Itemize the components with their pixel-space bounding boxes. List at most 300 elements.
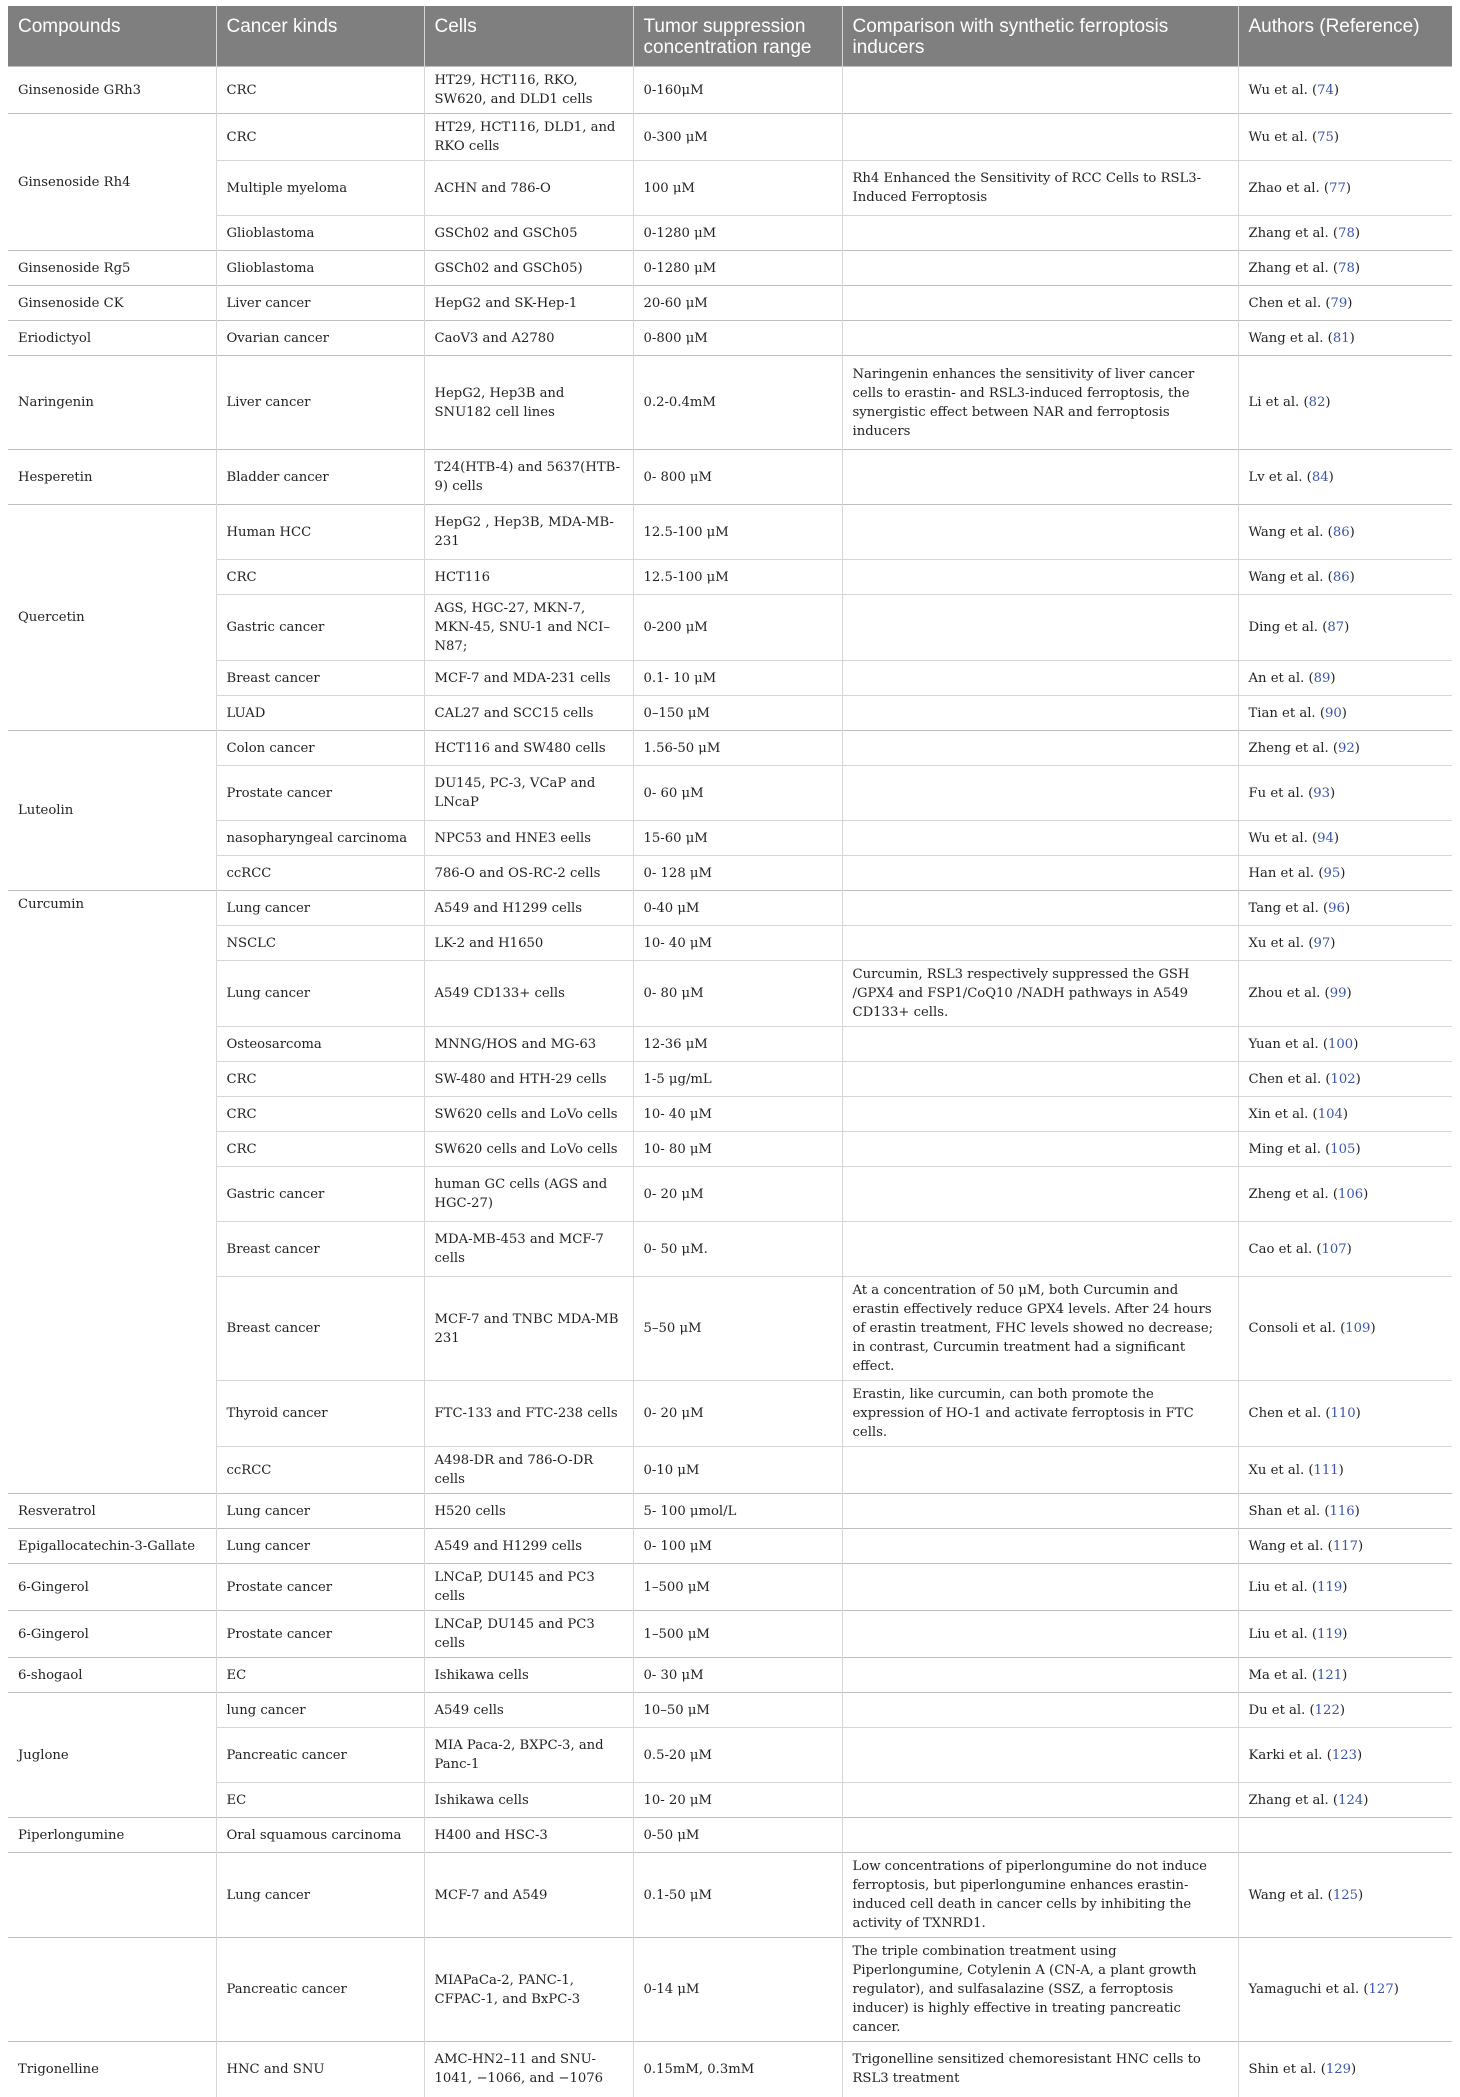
author-name: Zheng et al.	[1248, 740, 1329, 756]
cells-cell: MIAPaCa-2, PANC-1, CFPAC-1, and BxPC-3	[424, 1938, 633, 2042]
cancer-kind-cell: Breast cancer	[216, 1277, 424, 1381]
author-cell: Ding et al. (87)	[1238, 595, 1452, 661]
author-cell: Yamaguchi et al. (127)	[1238, 1938, 1452, 2042]
author-cell: Li et al. (82)	[1238, 356, 1452, 450]
comparison-cell	[842, 114, 1238, 161]
comparison-cell	[842, 67, 1238, 114]
ferroptosis-compound-table	[8, 6, 1452, 2097]
compound-cell: Juglone	[8, 1693, 216, 1818]
cancer-kind-cell: nasopharyngeal carcinoma	[216, 821, 424, 856]
concentration-cell: 12.5-100 μM	[633, 505, 842, 560]
reference-number: 81	[1332, 330, 1350, 346]
cancer-kind-cell: Gastric cancer	[216, 1167, 424, 1222]
reference-number: 87	[1327, 620, 1345, 635]
concentration-cell: 10- 40 μM	[633, 926, 842, 961]
concentration-cell: 0- 30 μM	[633, 1658, 842, 1693]
concentration-cell: 0- 60 μM	[633, 766, 842, 821]
author-cell: Lv et al. (84)	[1238, 450, 1452, 505]
author-cell: Han et al. (95)	[1238, 856, 1452, 891]
author-cell: Tian et al. (90)	[1238, 696, 1452, 731]
cells-cell: MIA Paca-2, BXPC-3, and Panc-1	[424, 1728, 633, 1783]
author-cell: Zhang et al. (78)	[1238, 216, 1452, 251]
comparison-cell	[842, 1693, 1238, 1728]
comparison-cell	[842, 1783, 1238, 1818]
table-row	[8, 67, 1452, 114]
concentration-cell: 15-60 μM	[633, 821, 842, 856]
author-name: Li et al.	[1248, 395, 1300, 410]
reference-number: 121	[1316, 1667, 1343, 1683]
concentration-cell: 10- 20 μM	[633, 1783, 842, 1818]
concentration-cell: 10–50 μM	[633, 1693, 842, 1728]
cancer-kind-cell: CRC	[216, 67, 424, 114]
table-row	[8, 856, 1452, 891]
reference-number: 107	[1321, 1241, 1347, 1257]
author-name: Ding et al.	[1248, 620, 1318, 635]
table-row	[8, 321, 1452, 356]
table-row	[8, 1529, 1452, 1564]
author-name: Tian et al.	[1248, 705, 1316, 721]
table-row	[8, 1494, 1452, 1529]
reference-number: 84	[1311, 469, 1329, 485]
author-name: Fu et al.	[1248, 785, 1304, 801]
concentration-cell: 0- 128 μM	[633, 856, 842, 891]
cells-cell: HepG2 and SK-Hep-1	[424, 286, 633, 321]
reference-number: 117	[1332, 1538, 1358, 1554]
reference-number: 104	[1317, 1106, 1343, 1122]
header-cancer-kinds: Cancer kinds	[216, 6, 424, 67]
concentration-cell: 0.5-20 μM	[633, 1728, 842, 1783]
cancer-kind-cell: CRC	[216, 1132, 424, 1167]
author-name: Wu et al.	[1248, 830, 1308, 846]
author-name: Wang et al.	[1248, 569, 1324, 585]
reference-number: 97	[1313, 935, 1331, 951]
concentration-cell: 0-1280 μM	[633, 251, 842, 286]
author-cell: Wang et al. (117)	[1238, 1529, 1452, 1564]
author-cell: Chen et al. (79)	[1238, 286, 1452, 321]
cancer-kind-cell: Oral squamous carcinoma	[216, 1818, 424, 1853]
reference-number: 92	[1338, 740, 1355, 756]
concentration-cell: 1–500 μM	[633, 1611, 842, 1658]
cancer-kind-cell: CRC	[216, 1097, 424, 1132]
comparison-cell	[842, 505, 1238, 560]
cells-cell: HCT116 and SW480 cells	[424, 731, 633, 766]
author-cell: Xu et al. (97)	[1238, 926, 1452, 961]
concentration-cell: 0–150 μM	[633, 696, 842, 731]
comparison-cell: Curcumin, RSL3 respectively suppressed the GSH /GPX4 and FSP1/CoQ10 /NADH pathways in A549 CD133+ cells.	[842, 961, 1238, 1027]
reference-number: 105	[1330, 1141, 1356, 1157]
table-row	[8, 1818, 1452, 1853]
cells-cell: GSCh02 and GSCh05	[424, 216, 633, 251]
comparison-cell	[842, 926, 1238, 961]
author-name: Wang et al.	[1248, 1887, 1324, 1903]
header-authors: Authors (Reference)	[1238, 6, 1452, 67]
compound-cell: Ginsenoside Rh4	[8, 114, 216, 251]
concentration-cell: 1–500 μM	[633, 1564, 842, 1611]
comparison-cell	[842, 1062, 1238, 1097]
cells-cell: 786-O and OS-RC-2 cells	[424, 856, 633, 891]
author-cell: Zhou et al. (99)	[1238, 961, 1452, 1027]
comparison-cell	[842, 1611, 1238, 1658]
comparison-cell	[842, 1222, 1238, 1277]
comparison-cell	[842, 595, 1238, 661]
author-name: Xu et al.	[1248, 1462, 1305, 1478]
compound-cell: 6-shogaol	[8, 1658, 216, 1693]
author-name: Lv et al.	[1248, 469, 1303, 485]
cells-cell: A549 cells	[424, 1693, 633, 1728]
cells-cell: HepG2 , Hep3B, MDA-MB-231	[424, 505, 633, 560]
author-cell: Zhao et al. (77)	[1238, 161, 1452, 216]
author-cell: Ming et al. (105)	[1238, 1132, 1452, 1167]
cells-cell: LNCaP, DU145 and PC3 cells	[424, 1611, 633, 1658]
cells-cell: ACHN and 786-O	[424, 161, 633, 216]
author-name: Xin et al.	[1248, 1106, 1309, 1122]
cancer-kind-cell: EC	[216, 1658, 424, 1693]
cells-cell: HCT116	[424, 560, 633, 595]
reference-number: 122	[1314, 1702, 1340, 1718]
cancer-kind-cell: Ovarian cancer	[216, 321, 424, 356]
comparison-cell: Naringenin enhances the sensitivity of liver cancer cells to erastin- and RSL3-induced ferroptosis, the synergistic effect between NAR and ferroptosis inducers	[842, 356, 1238, 450]
author-name: An et al.	[1248, 670, 1305, 686]
author-name: Consoli et al.	[1248, 1321, 1336, 1336]
reference-number: 109	[1345, 1321, 1371, 1336]
compound-cell: Ginsenoside CK	[8, 286, 216, 321]
author-cell: Wang et al. (81)	[1238, 321, 1452, 356]
table-row	[8, 1783, 1452, 1818]
reference-number: 116	[1329, 1503, 1355, 1519]
comparison-cell	[842, 856, 1238, 891]
reference-number: 100	[1328, 1036, 1354, 1052]
comparison-cell: At a concentration of 50 μM, both Curcumin and erastin effectively reduce GPX4 levels. After 24 hours of erastin treatment, FHC levels showed no decrease; in contrast, Curcumin treatment had a significant effect.	[842, 1277, 1238, 1381]
comparison-cell	[842, 1097, 1238, 1132]
compound-cell: Epigallocatechin-3-Gallate	[8, 1529, 216, 1564]
comparison-cell	[842, 1027, 1238, 1062]
cells-cell: SW620 cells and LoVo cells	[424, 1132, 633, 1167]
cancer-kind-cell: Liver cancer	[216, 356, 424, 450]
reference-number: 110	[1330, 1406, 1356, 1421]
table-row	[8, 1447, 1452, 1494]
concentration-cell: 0-14 μM	[633, 1938, 842, 2042]
concentration-cell: 5- 100 μmol/L	[633, 1494, 842, 1529]
concentration-cell: 1-5 μg/mL	[633, 1062, 842, 1097]
table-row	[8, 1132, 1452, 1167]
comparison-cell: The triple combination treatment using Piperlongumine, Cotylenin A (CN-A, a plant growth regulator), and sulfasalazine (SSZ, a ferroptosis inducer) is highly effective in treating pancreatic cancer.	[842, 1938, 1238, 2042]
concentration-cell: 100 μM	[633, 161, 842, 216]
author-name: Chen et al.	[1248, 1071, 1322, 1087]
author-cell: Wang et al. (86)	[1238, 560, 1452, 595]
cancer-kind-cell: Liver cancer	[216, 286, 424, 321]
table-row	[8, 891, 1452, 926]
author-cell: Zhang et al. (78)	[1238, 251, 1452, 286]
header-cells: Cells	[424, 6, 633, 67]
author-cell: Zhang et al. (124)	[1238, 1783, 1452, 1818]
table-row	[8, 766, 1452, 821]
table-row	[8, 1381, 1452, 1447]
table-row	[8, 731, 1452, 766]
table-row	[8, 1277, 1452, 1381]
cancer-kind-cell: ccRCC	[216, 856, 424, 891]
cells-cell: AGS, HGC-27, MKN-7, MKN-45, SNU-1 and NCI–N87;	[424, 595, 633, 661]
reference-number: 124	[1338, 1792, 1364, 1808]
cancer-kind-cell: Lung cancer	[216, 1494, 424, 1529]
cells-cell: SW620 cells and LoVo cells	[424, 1097, 633, 1132]
author-cell: Tang et al. (96)	[1238, 891, 1452, 926]
cells-cell: A549 and H1299 cells	[424, 1529, 633, 1564]
compound-cell: Eriodictyol	[8, 321, 216, 356]
concentration-cell: 0- 20 μM	[633, 1381, 842, 1447]
cells-cell: CAL27 and SCC15 cells	[424, 696, 633, 731]
concentration-cell: 0.15mM, 0.3mM	[633, 2042, 842, 2097]
cancer-kind-cell: Colon cancer	[216, 731, 424, 766]
cancer-kind-cell: Lung cancer	[216, 1853, 424, 1938]
table-row	[8, 1853, 1452, 1938]
compound-cell: 6-Gingerol	[8, 1564, 216, 1611]
cancer-kind-cell: Lung cancer	[216, 1529, 424, 1564]
concentration-cell: 0-1280 μM	[633, 216, 842, 251]
author-name: Wang et al.	[1248, 330, 1324, 346]
author-cell: Chen et al. (102)	[1238, 1062, 1452, 1097]
reference-number: 93	[1313, 785, 1331, 801]
cells-cell: H400 and HSC-3	[424, 1818, 633, 1853]
author-cell: Wu et al. (74)	[1238, 67, 1452, 114]
author-name: Karki et al.	[1248, 1747, 1323, 1763]
table-row	[8, 161, 1452, 216]
comparison-cell	[842, 731, 1238, 766]
concentration-cell: 0.1- 10 μM	[633, 661, 842, 696]
author-name: Ming et al.	[1248, 1141, 1321, 1157]
concentration-cell: 0-300 μM	[633, 114, 842, 161]
comparison-cell	[842, 1728, 1238, 1783]
cells-cell: A549 and H1299 cells	[424, 891, 633, 926]
comparison-cell	[842, 1564, 1238, 1611]
table-row	[8, 821, 1452, 856]
concentration-cell: 1.56-50 μM	[633, 731, 842, 766]
comparison-cell	[842, 821, 1238, 856]
header-concentration: Tumor suppression concentration range	[633, 6, 842, 67]
author-cell: Wu et al. (75)	[1238, 114, 1452, 161]
comparison-cell	[842, 321, 1238, 356]
table-row	[8, 961, 1452, 1027]
cancer-kind-cell: Bladder cancer	[216, 450, 424, 505]
cancer-kind-cell: NSCLC	[216, 926, 424, 961]
comparison-cell	[842, 560, 1238, 595]
author-name: Du et al.	[1248, 1702, 1306, 1718]
comparison-cell	[842, 1818, 1238, 1853]
reference-number: 106	[1338, 1186, 1364, 1202]
table-row	[8, 286, 1452, 321]
table-row	[8, 2042, 1452, 2097]
reference-number: 95	[1323, 865, 1341, 881]
compound-cell: Hesperetin	[8, 450, 216, 505]
author-name: Yamaguchi et al.	[1248, 1982, 1360, 1997]
table-row	[8, 1658, 1452, 1693]
cells-cell: A498-DR and 786-O-DR cells	[424, 1447, 633, 1494]
cancer-kind-cell: CRC	[216, 560, 424, 595]
author-cell: Shan et al. (116)	[1238, 1494, 1452, 1529]
cells-cell: MCF-7 and A549	[424, 1853, 633, 1938]
author-cell: Shin et al. (129)	[1238, 2042, 1452, 2097]
reference-number: 78	[1338, 225, 1355, 241]
concentration-cell: 0-200 μM	[633, 595, 842, 661]
cells-cell: MCF-7 and MDA-231 cells	[424, 661, 633, 696]
compound-cell: Ginsenoside GRh3	[8, 67, 216, 114]
reference-number: 75	[1317, 129, 1334, 145]
comparison-cell	[842, 766, 1238, 821]
cells-cell: CaoV3 and A2780	[424, 321, 633, 356]
cells-cell: SW-480 and HTH-29 cells	[424, 1062, 633, 1097]
table-row	[8, 450, 1452, 505]
author-name: Zhang et al.	[1248, 260, 1329, 276]
cells-cell: T24(HTB-4) and 5637(HTB-9) cells	[424, 450, 633, 505]
concentration-cell: 0.2-0.4mM	[633, 356, 842, 450]
author-name: Zheng et al.	[1248, 1186, 1329, 1202]
reference-number: 90	[1324, 705, 1342, 721]
author-cell: Wang et al. (125)	[1238, 1853, 1452, 1938]
author-cell: Du et al. (122)	[1238, 1693, 1452, 1728]
concentration-cell: 0-10 μM	[633, 1447, 842, 1494]
author-cell: Consoli et al. (109)	[1238, 1277, 1452, 1381]
cancer-kind-cell: CRC	[216, 1062, 424, 1097]
cells-cell: HT29, HCT116, RKO, SW620, and DLD1 cells	[424, 67, 633, 114]
author-cell: Liu et al. (119)	[1238, 1611, 1452, 1658]
compound-cell	[8, 1853, 216, 1938]
concentration-cell: 0-160μM	[633, 67, 842, 114]
table-row	[8, 560, 1452, 595]
author-cell: Fu et al. (93)	[1238, 766, 1452, 821]
author-cell: Cao et al. (107)	[1238, 1222, 1452, 1277]
cells-cell: H520 cells	[424, 1494, 633, 1529]
author-name: Shin et al.	[1248, 2061, 1317, 2077]
cancer-kind-cell: Glioblastoma	[216, 251, 424, 286]
comparison-cell	[842, 450, 1238, 505]
author-name: Tang et al.	[1248, 900, 1319, 916]
table-row	[8, 926, 1452, 961]
cells-cell: FTC-133 and FTC-238 cells	[424, 1381, 633, 1447]
table-row	[8, 356, 1452, 450]
cancer-kind-cell: Lung cancer	[216, 891, 424, 926]
table-row	[8, 661, 1452, 696]
compound-cell: Resveratrol	[8, 1494, 216, 1529]
cancer-kind-cell: lung cancer	[216, 1693, 424, 1728]
table-row	[8, 1693, 1452, 1728]
compound-cell: Naringenin	[8, 356, 216, 450]
author-name: Zhang et al.	[1248, 1792, 1329, 1808]
cells-cell: HT29, HCT116, DLD1, and RKO cells	[424, 114, 633, 161]
reference-number: 99	[1329, 986, 1347, 1001]
author-name: Zhou et al.	[1248, 986, 1321, 1001]
compound-cell: Luteolin	[8, 731, 216, 891]
author-name: Wang et al.	[1248, 524, 1324, 540]
comparison-cell: Rh4 Enhanced the Sensitivity of RCC Cells to RSL3-Induced Ferroptosis	[842, 161, 1238, 216]
table-row	[8, 1062, 1452, 1097]
reference-number: 82	[1308, 395, 1326, 410]
cells-cell: MCF-7 and TNBC MDA-MB 231	[424, 1277, 633, 1381]
author-name: Xu et al.	[1248, 935, 1305, 951]
compound-cell: 6-Gingerol	[8, 1611, 216, 1658]
comparison-cell	[842, 1447, 1238, 1494]
table-row	[8, 696, 1452, 731]
author-cell: Wu et al. (94)	[1238, 821, 1452, 856]
cancer-kind-cell: Glioblastoma	[216, 216, 424, 251]
table-row	[8, 251, 1452, 286]
author-cell: Zheng et al. (92)	[1238, 731, 1452, 766]
cancer-kind-cell: Prostate cancer	[216, 766, 424, 821]
comparison-cell: Low concentrations of piperlongumine do not induce ferroptosis, but piperlongumine enhances erastin-induced cell death in cancer cells by inhibiting the activity of TXNRD1.	[842, 1853, 1238, 1938]
cancer-kind-cell: Prostate cancer	[216, 1564, 424, 1611]
cells-cell: MNNG/HOS and MG-63	[424, 1027, 633, 1062]
author-name: Han et al.	[1248, 865, 1315, 881]
cancer-kind-cell: Breast cancer	[216, 1222, 424, 1277]
author-name: Zhang et al.	[1248, 225, 1329, 241]
header-comparison: Comparison with synthetic ferroptosis inducers	[842, 6, 1238, 67]
reference-number: 86	[1332, 524, 1350, 540]
compound-cell	[8, 1938, 216, 2042]
table-row	[8, 114, 1452, 161]
author-name: Liu et al.	[1248, 1626, 1308, 1642]
concentration-cell: 0- 100 μM	[633, 1529, 842, 1564]
cells-cell: MDA-MB-453 and MCF-7 cells	[424, 1222, 633, 1277]
cells-cell: AMC-HN2–11 and SNU-1041, −1066, and −1076	[424, 2042, 633, 2097]
comparison-cell	[842, 286, 1238, 321]
header-compounds: Compounds	[8, 6, 216, 67]
author-cell: Chen et al. (110)	[1238, 1381, 1452, 1447]
author-cell: Karki et al. (123)	[1238, 1728, 1452, 1783]
concentration-cell: 0- 50 μM.	[633, 1222, 842, 1277]
table-row	[8, 1097, 1452, 1132]
author-cell: Ma et al. (121)	[1238, 1658, 1452, 1693]
author-cell: An et al. (89)	[1238, 661, 1452, 696]
header-row	[8, 6, 1452, 67]
comparison-cell	[842, 661, 1238, 696]
author-cell	[1238, 1818, 1452, 1853]
table-row	[8, 1728, 1452, 1783]
author-name: Cao et al.	[1248, 1241, 1313, 1257]
comparison-cell	[842, 1132, 1238, 1167]
comparison-cell	[842, 216, 1238, 251]
cancer-kind-cell: Multiple myeloma	[216, 161, 424, 216]
cancer-kind-cell: Human HCC	[216, 505, 424, 560]
cells-cell: human GC cells (AGS and HGC-27)	[424, 1167, 633, 1222]
compound-cell: Ginsenoside Rg5	[8, 251, 216, 286]
reference-number: 74	[1317, 82, 1334, 98]
author-name: Shan et al.	[1248, 1503, 1321, 1519]
reference-number: 129	[1325, 2061, 1352, 2077]
cancer-kind-cell: Breast cancer	[216, 661, 424, 696]
reference-number: 119	[1317, 1579, 1343, 1595]
concentration-cell: 12-36 μM	[633, 1027, 842, 1062]
author-cell: Wang et al. (86)	[1238, 505, 1452, 560]
comparison-cell	[842, 1658, 1238, 1693]
reference-number: 77	[1329, 180, 1346, 196]
author-name: Wu et al.	[1248, 82, 1308, 98]
author-cell: Liu et al. (119)	[1238, 1564, 1452, 1611]
reference-number: 125	[1332, 1887, 1358, 1903]
table-row	[8, 1222, 1452, 1277]
cancer-kind-cell: LUAD	[216, 696, 424, 731]
compound-cell: Quercetin	[8, 505, 216, 731]
table-row	[8, 216, 1452, 251]
compound-cell: Trigonelline	[8, 2042, 216, 2097]
author-name: Liu et al.	[1248, 1579, 1308, 1595]
cancer-kind-cell: Osteosarcoma	[216, 1027, 424, 1062]
author-cell: Xin et al. (104)	[1238, 1097, 1452, 1132]
reference-number: 127	[1368, 1982, 1394, 1997]
cancer-kind-cell: Thyroid cancer	[216, 1381, 424, 1447]
concentration-cell: 5–50 μM	[633, 1277, 842, 1381]
reference-number: 94	[1317, 830, 1334, 846]
concentration-cell: 0-50 μM	[633, 1818, 842, 1853]
comparison-cell	[842, 1494, 1238, 1529]
reference-number: 102	[1330, 1071, 1356, 1087]
